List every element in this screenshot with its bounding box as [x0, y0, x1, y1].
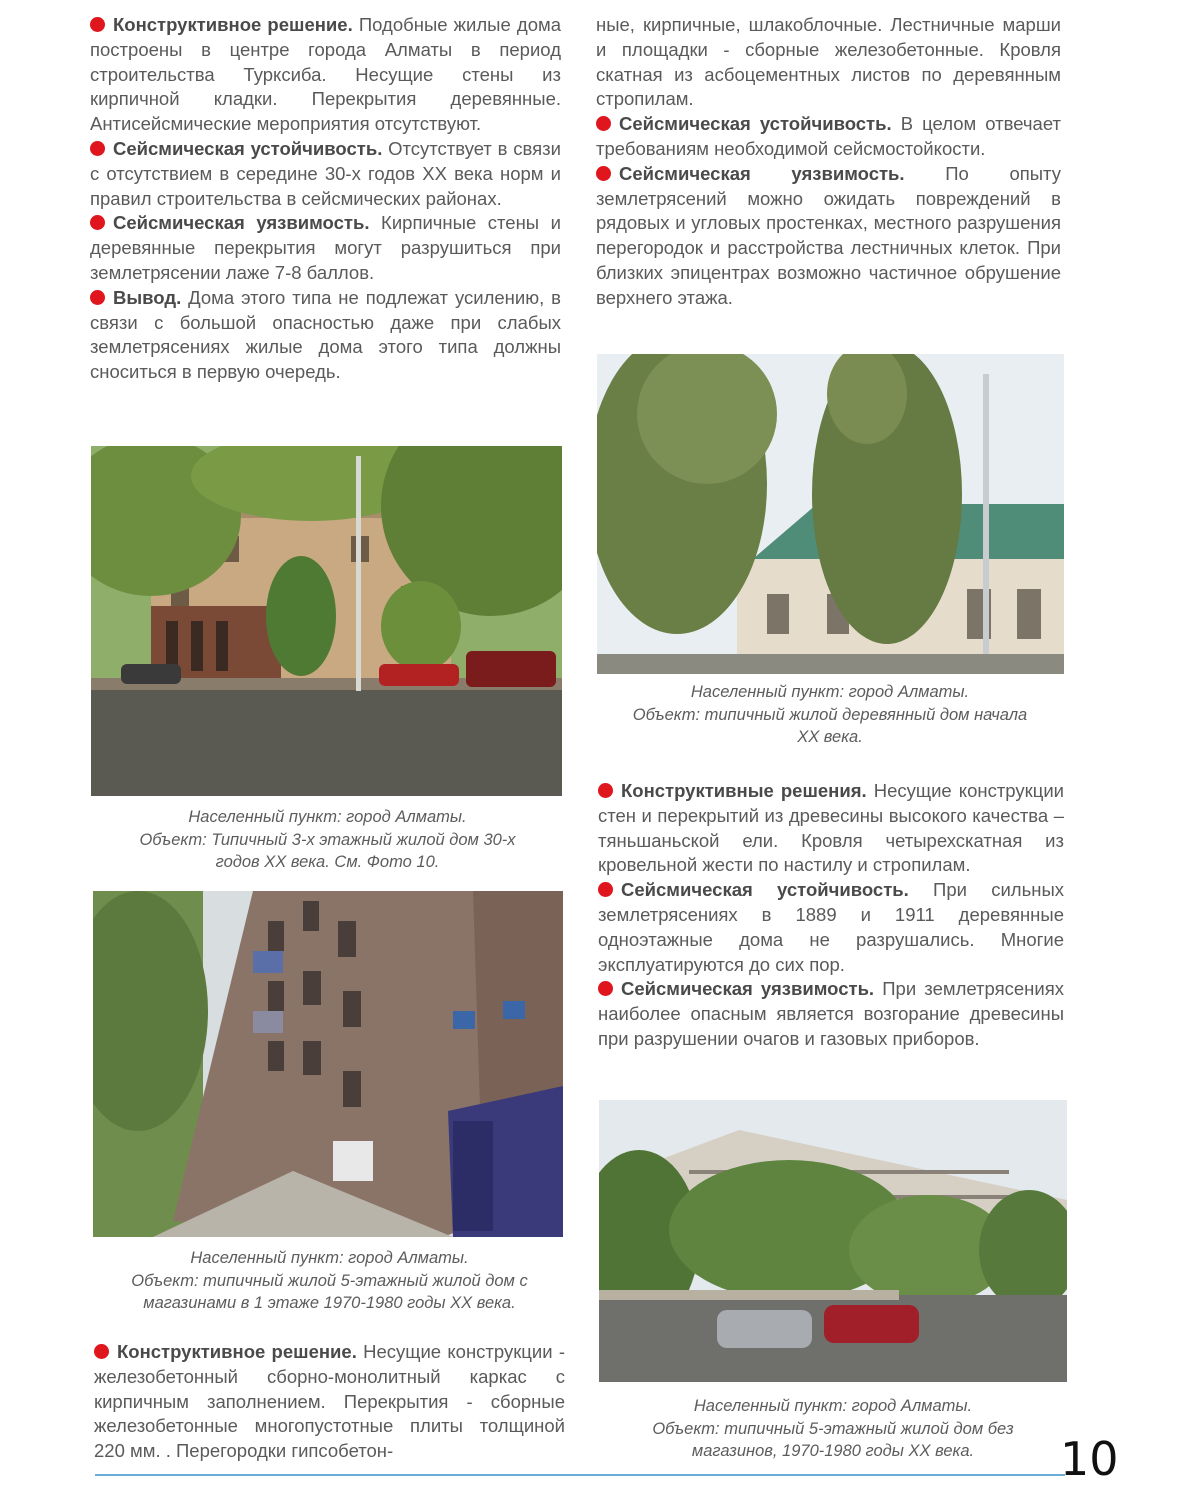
bullet-icon: [90, 290, 105, 305]
bullet-icon: [598, 981, 613, 996]
paragraph: Сейсмическая уязвимость. По опыту землетрясений можно ожидать повреждений в рядовых и угловых простенках, местного разрушения перегородок и расстройства лестничных клеток. При близких эпицентрах возможно частичное обрушение верхнего этажа.: [596, 162, 1061, 308]
bullet-icon: [90, 215, 105, 230]
paragraph: Сейсмическая устойчивость. Отсутствует в связи с отсутствием в середине 30-х годов XX века норм и правил строительства в сейсмических районах.: [90, 137, 561, 209]
footer-rule: [95, 1474, 1065, 1476]
paragraph: Сейсмическая уязвимость. Кирпичные стены и деревянные перекрытия могут разрушиться при землетрясении лаже 7-8 баллов.: [90, 212, 561, 283]
photo-five-storey-with-shops: [93, 891, 563, 1237]
page-number: 10: [1060, 1432, 1119, 1486]
paragraph: Конструктивные решения. Несущие конструкции стен и перекрытий из древесины высокого качества – тяньшаньской ели. Кровля четырехскатная из кровельной жести по настилу и стропилам.: [598, 780, 1064, 876]
bullet-icon: [598, 882, 613, 897]
paragraph: Сейсмическая устойчивость. В целом отвечает требованиям необходимой сейсмостойкости.: [596, 113, 1061, 159]
paragraph: Сейсмическая устойчивость. При сильных землетрясениях в 1889 и 1911 деревянные одноэтажные дома не разрушались. Многие эксплуатируются до сих пор.: [598, 879, 1064, 975]
photo-five-storey-without-shops: [599, 1100, 1067, 1382]
photo4-caption: Населенный пункт: город Алматы. Объект: типичный 5-этажный жилой дом без магазинов, 1970-1980 годы XX века.: [652, 1397, 1014, 1460]
bullet-icon: [94, 1344, 109, 1359]
paragraph: Вывод. Дома этого типа не подлежат усилению, в связи с большой опасностью даже при слабых землетрясениях жилые дома этого типа должны сноситься в первую очередь.: [90, 286, 561, 383]
right-column-top-text: [596, 13, 1061, 311]
paragraph: Конструктивное решение. Подобные жилые дома построены в центре города Алматы в период строительства Турксиба. Несущие стены из кирпичной кладки. Перекрытия деревянные. Антисейсмические мероприятия отсутствуют.: [90, 14, 562, 135]
photo2-caption: Населенный пункт: город Алматы. Объект: типичный жилой 5-этажный жилой дом с магазинами в 1 этаже 1970-1980 годы XX века.: [131, 1249, 528, 1312]
photo-wooden-house: [597, 354, 1064, 674]
paragraph: ные, кирпичные, шлакоблочные. Лестничные марши и площадки - сборные железобетонные. Кровля скатная из асбоцементных листов по деревянным стропилам.: [596, 14, 1061, 110]
paragraph: Конструктивное решение. Несущие конструкции - железобетонный сборно-монолитный каркас с кирпичным заполнением. Перекрытия - сборные железобетонные многопустотные плиты толщиной 220 мм. . Перегородки гипсобетон-: [94, 1341, 565, 1462]
paragraph: Сейсмическая уязвимость. При землетрясениях наиболее опасным является возгорание древесины при разрушении очагов и газовых приборов.: [598, 978, 1064, 1049]
bullet-icon: [596, 116, 611, 131]
left-column-bottom-text: [94, 1340, 565, 1464]
bullet-icon: [598, 783, 613, 798]
photo1-caption: Населенный пункт: город Алматы. Объект: Типичный 3-х этажный жилой дом 30-х годов XX века. См. Фото 10.: [139, 808, 516, 871]
photo-three-storey-house: [91, 446, 562, 796]
left-column-top-text: [90, 13, 561, 385]
photo3-caption: Населенный пункт: город Алматы. Объект: типичный жилой деревянный дом начала XX века.: [632, 683, 1028, 746]
right-column-middle-text: [598, 779, 1064, 1052]
bullet-icon: [90, 17, 105, 32]
bullet-icon: [90, 141, 105, 156]
bullet-icon: [596, 166, 611, 181]
